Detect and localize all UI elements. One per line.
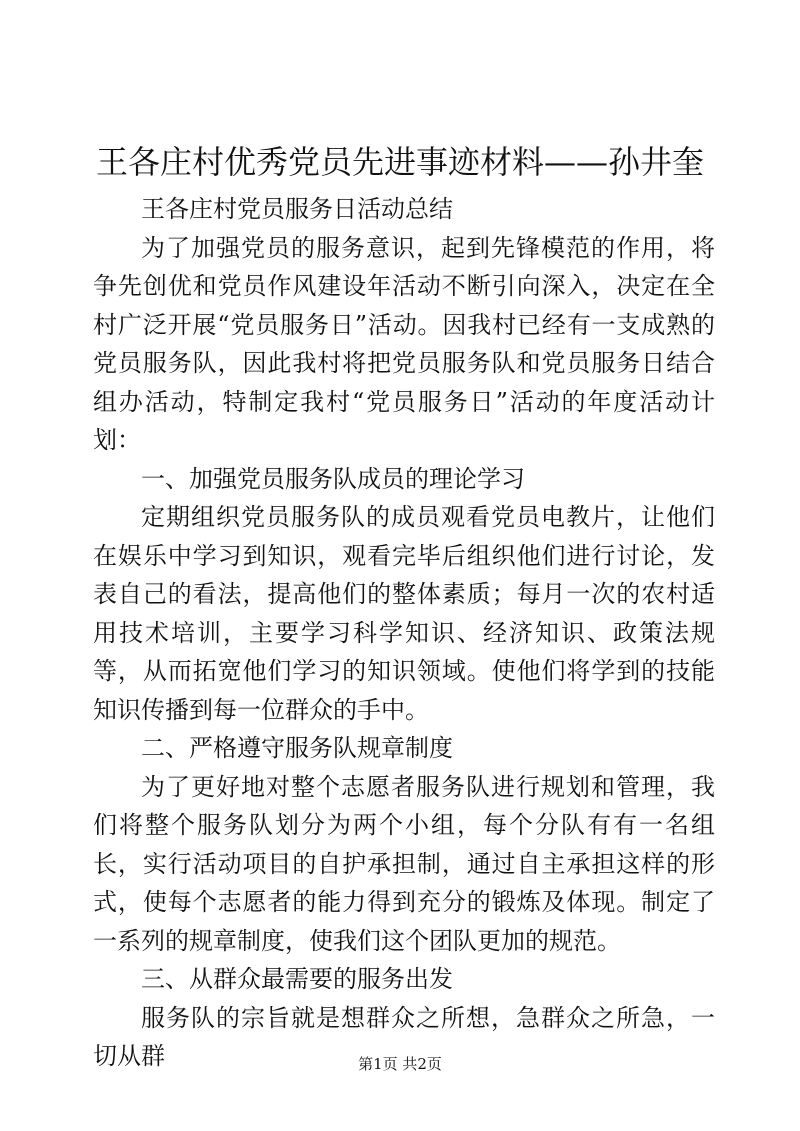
body-paragraph: 服务队的宗旨就是想群众之所想，急群众之所急，一切从群 — [93, 1003, 715, 1070]
document-body — [93, 190, 715, 1076]
body-paragraph: 定期组织党员服务队的成员观看党员电教片，让他们在娱乐中学习到知识，观看完毕后组织他们进行讨论，发表自己的看法，提高他们的整体素质；每月一次的农村适用技术培训，主要学习科学知识、经济知识、政策法规等，从而拓宽他们学习的知识领域。使他们将学到的技能知识传播到每一位群众的手中。 — [93, 503, 715, 724]
subtitle-paragraph: 王各庄村党员服务日活动总结 — [141, 195, 453, 223]
section-heading: 一、加强党员服务队成员的理论学习 — [141, 464, 525, 493]
document-title: 王各庄村优秀党员先进事迹材料——孙井奎 — [95, 143, 704, 181]
body-paragraph: 为了加强党员的服务意识，起到先锋模范的作用，将争先创优和党员作风建设年活动不断引向深入，决定在全村广泛开展“党员服务日”活动。因我村已经有一支成熟的党员服务队，因此我村将把党员服务队和党员服务日结合组办活动，特制定我村“党员服务日”活动的年度活动计划： — [93, 233, 715, 454]
page-number-footer: 第1页 共2页 — [358, 1055, 442, 1073]
section-heading: 三、从群众最需要的服务出发 — [141, 965, 453, 993]
body-paragraph: 为了更好地对整个志愿者服务队进行规划和管理，我们将整个服务队划分为两个小组，每个分队有有一名组长，实行活动项目的自护承担制，通过自主承担这样的形式，使每个志愿者的能力得到充分的锻炼及体现。制定了一系列的规章制度，使我们这个团队更加的规范。 — [93, 772, 715, 955]
section-heading: 二、严格遵守服务队规章制度 — [141, 734, 453, 762]
